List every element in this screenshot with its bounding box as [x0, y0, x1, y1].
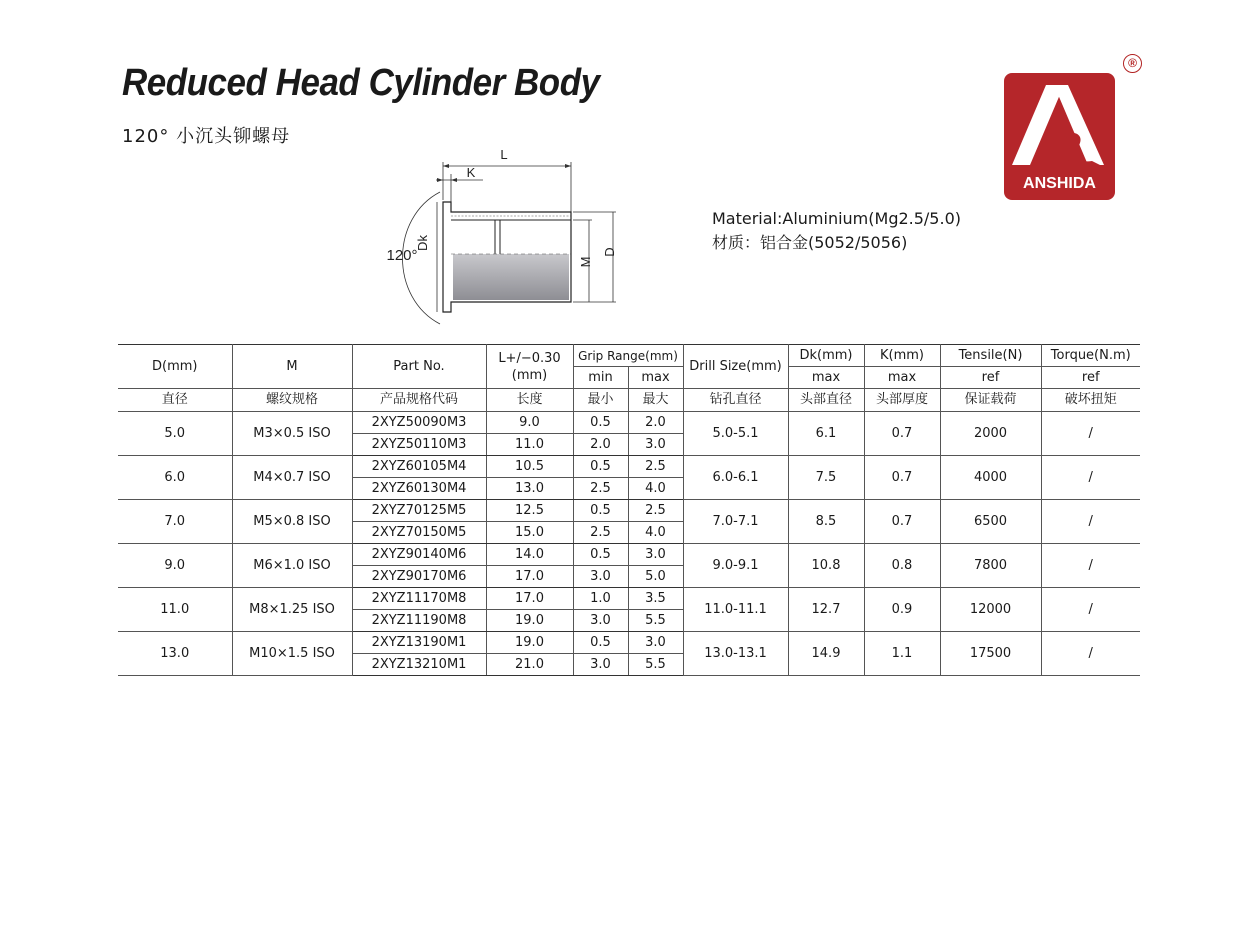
cell-length: 9.0: [486, 412, 573, 434]
cell-part-no: 2XYZ50110M3: [352, 434, 486, 456]
cell-k: 0.7: [864, 412, 940, 456]
col-header-cn-part: 产品规格代码: [352, 389, 486, 412]
col-header-drill: Drill Size(mm): [683, 345, 788, 389]
col-header-dk: Dk(mm): [788, 345, 864, 367]
cell-length: 17.0: [486, 566, 573, 588]
cell-length: 19.0: [486, 632, 573, 654]
page-subtitle: 120° 小沉头铆螺母: [122, 126, 291, 147]
col-header-torque-sub: ref: [1041, 367, 1140, 389]
table-row: [118, 632, 1140, 654]
cell-tensile: 4000: [940, 456, 1041, 500]
cell-grip-max: 2.5: [628, 500, 683, 522]
col-header-cn-dk: 头部直径: [788, 389, 864, 412]
cell-grip-max: 4.0: [628, 522, 683, 544]
col-header-cn-length: 长度: [486, 389, 573, 412]
col-header-k: K(mm): [864, 345, 940, 367]
cell-d: 6.0: [118, 456, 232, 500]
col-header-k-sub: max: [864, 367, 940, 389]
col-header-grip-min: min: [573, 367, 628, 389]
spec-table-header: [118, 345, 1140, 412]
cell-torque: /: [1041, 456, 1140, 500]
cell-length: 11.0: [486, 434, 573, 456]
cell-grip-max: 3.0: [628, 434, 683, 456]
cell-k: 0.7: [864, 456, 940, 500]
cell-length: 13.0: [486, 478, 573, 500]
cell-torque: /: [1041, 632, 1140, 676]
col-header-tensile-sub: ref: [940, 367, 1041, 389]
cell-length: 19.0: [486, 610, 573, 632]
cell-part-no: 2XYZ50090M3: [352, 412, 486, 434]
registered-mark: ®: [1123, 54, 1142, 73]
cell-grip-min: 0.5: [573, 632, 628, 654]
cell-grip-max: 5.5: [628, 654, 683, 676]
cell-grip-min: 2.5: [573, 522, 628, 544]
cell-grip-min: 2.5: [573, 478, 628, 500]
cell-part-no: 2XYZ70150M5: [352, 522, 486, 544]
col-header-torque: Torque(N.m): [1041, 345, 1140, 367]
cell-length: 21.0: [486, 654, 573, 676]
table-row: [118, 500, 1140, 522]
col-header-cn-drill: 钻孔直径: [683, 389, 788, 412]
cell-d: 5.0: [118, 412, 232, 456]
cell-thread: M8×1.25 ISO: [232, 588, 352, 632]
rivet-nut-diagram: [380, 140, 630, 330]
cell-part-no: 2XYZ11170M8: [352, 588, 486, 610]
dim-label-k: K: [466, 165, 476, 180]
cell-grip-min: 0.5: [573, 412, 628, 434]
cell-thread: M3×0.5 ISO: [232, 412, 352, 456]
col-header-dk-sub: max: [788, 367, 864, 389]
cell-grip-min: 3.0: [573, 566, 628, 588]
col-header-length: [486, 345, 573, 389]
cell-d: 9.0: [118, 544, 232, 588]
cell-length: 12.5: [486, 500, 573, 522]
cell-grip-min: 3.0: [573, 654, 628, 676]
cell-thread: M5×0.8 ISO: [232, 500, 352, 544]
cell-grip-min: 0.5: [573, 456, 628, 478]
cell-drill: 11.0-11.1: [683, 588, 788, 632]
logo-brand-text: ANSHIDA: [1023, 175, 1096, 192]
cell-tensile: 17500: [940, 632, 1041, 676]
cell-tensile: 6500: [940, 500, 1041, 544]
cell-k: 0.8: [864, 544, 940, 588]
table-row: [118, 588, 1140, 610]
col-header-grip-max: max: [628, 367, 683, 389]
cell-length: 15.0: [486, 522, 573, 544]
cell-grip-max: 5.0: [628, 566, 683, 588]
cell-grip-min: 0.5: [573, 544, 628, 566]
cell-part-no: 2XYZ70125M5: [352, 500, 486, 522]
col-header-cn-min: 最小: [573, 389, 628, 412]
table-row: [118, 544, 1140, 566]
col-header-cn-torque: 破坏扭矩: [1041, 389, 1140, 412]
cell-thread: M10×1.5 ISO: [232, 632, 352, 676]
col-header-cn-d: 直径: [118, 389, 232, 412]
cell-part-no: 2XYZ60105M4: [352, 456, 486, 478]
col-header-cn-max: 最大: [628, 389, 683, 412]
material-en: Material:Aluminium(Mg2.5/5.0): [712, 209, 961, 228]
cell-grip-min: 1.0: [573, 588, 628, 610]
col-header-length-bottom: (mm): [511, 367, 548, 383]
cell-grip-min: 0.5: [573, 500, 628, 522]
cell-grip-min: 3.0: [573, 610, 628, 632]
cell-grip-max: 5.5: [628, 610, 683, 632]
col-header-tensile: Tensile(N): [940, 345, 1041, 367]
cell-part-no: 2XYZ13190M1: [352, 632, 486, 654]
cell-grip-max: 2.5: [628, 456, 683, 478]
cell-k: 1.1: [864, 632, 940, 676]
cell-drill: 13.0-13.1: [683, 632, 788, 676]
material-info: [712, 207, 961, 255]
cell-part-no: 2XYZ13210M1: [352, 654, 486, 676]
cell-part-no: 2XYZ90140M6: [352, 544, 486, 566]
cell-drill: 9.0-9.1: [683, 544, 788, 588]
cell-dk: 6.1: [788, 412, 864, 456]
cell-d: 13.0: [118, 632, 232, 676]
cell-dk: 14.9: [788, 632, 864, 676]
cell-torque: /: [1041, 500, 1140, 544]
cell-grip-max: 2.0: [628, 412, 683, 434]
cell-length: 14.0: [486, 544, 573, 566]
page-title: Reduced Head Cylinder Body: [122, 62, 600, 104]
cell-k: 0.9: [864, 588, 940, 632]
cell-thread: M4×0.7 ISO: [232, 456, 352, 500]
col-header-cn-m: 螺纹规格: [232, 389, 352, 412]
cell-length: 17.0: [486, 588, 573, 610]
cell-drill: 6.0-6.1: [683, 456, 788, 500]
cell-grip-max: 3.0: [628, 544, 683, 566]
col-header-length-top: L+/−0.30: [498, 350, 561, 366]
cell-grip-max: 3.0: [628, 632, 683, 654]
angle-label: 120°: [386, 247, 418, 264]
cell-drill: 5.0-5.1: [683, 412, 788, 456]
cell-dk: 10.8: [788, 544, 864, 588]
cell-dk: 7.5: [788, 456, 864, 500]
cell-part-no: 2XYZ11190M8: [352, 610, 486, 632]
dim-label-dk: Dk: [415, 235, 430, 251]
cell-d: 11.0: [118, 588, 232, 632]
anshida-logo: [1004, 73, 1115, 200]
cell-part-no: 2XYZ60130M4: [352, 478, 486, 500]
material-cn: 材质：铝合金(5052/5056): [712, 233, 908, 252]
col-header-grip: Grip Range(mm): [573, 345, 683, 367]
cell-dk: 12.7: [788, 588, 864, 632]
cell-thread: M6×1.0 ISO: [232, 544, 352, 588]
table-row: [118, 412, 1140, 434]
col-header-cn-k: 头部厚度: [864, 389, 940, 412]
col-header-d: D(mm): [118, 345, 232, 389]
cell-tensile: 2000: [940, 412, 1041, 456]
col-header-m: M: [232, 345, 352, 389]
cell-grip-max: 4.0: [628, 478, 683, 500]
spec-table-body: [118, 412, 1140, 676]
col-header-part: Part No.: [352, 345, 486, 389]
dim-label-l: L: [500, 147, 508, 162]
cell-part-no: 2XYZ90170M6: [352, 566, 486, 588]
cell-torque: /: [1041, 588, 1140, 632]
cell-grip-max: 3.5: [628, 588, 683, 610]
cell-length: 10.5: [486, 456, 573, 478]
cell-drill: 7.0-7.1: [683, 500, 788, 544]
cell-tensile: 7800: [940, 544, 1041, 588]
cell-d: 7.0: [118, 500, 232, 544]
col-header-cn-tensile: 保证载荷: [940, 389, 1041, 412]
dim-label-d: D: [602, 247, 617, 257]
cell-k: 0.7: [864, 500, 940, 544]
cell-grip-min: 2.0: [573, 434, 628, 456]
cell-torque: /: [1041, 412, 1140, 456]
cell-dk: 8.5: [788, 500, 864, 544]
cell-tensile: 12000: [940, 588, 1041, 632]
cell-torque: /: [1041, 544, 1140, 588]
dim-label-m: M: [578, 256, 593, 268]
table-row: [118, 456, 1140, 478]
spec-table: [118, 344, 1140, 676]
